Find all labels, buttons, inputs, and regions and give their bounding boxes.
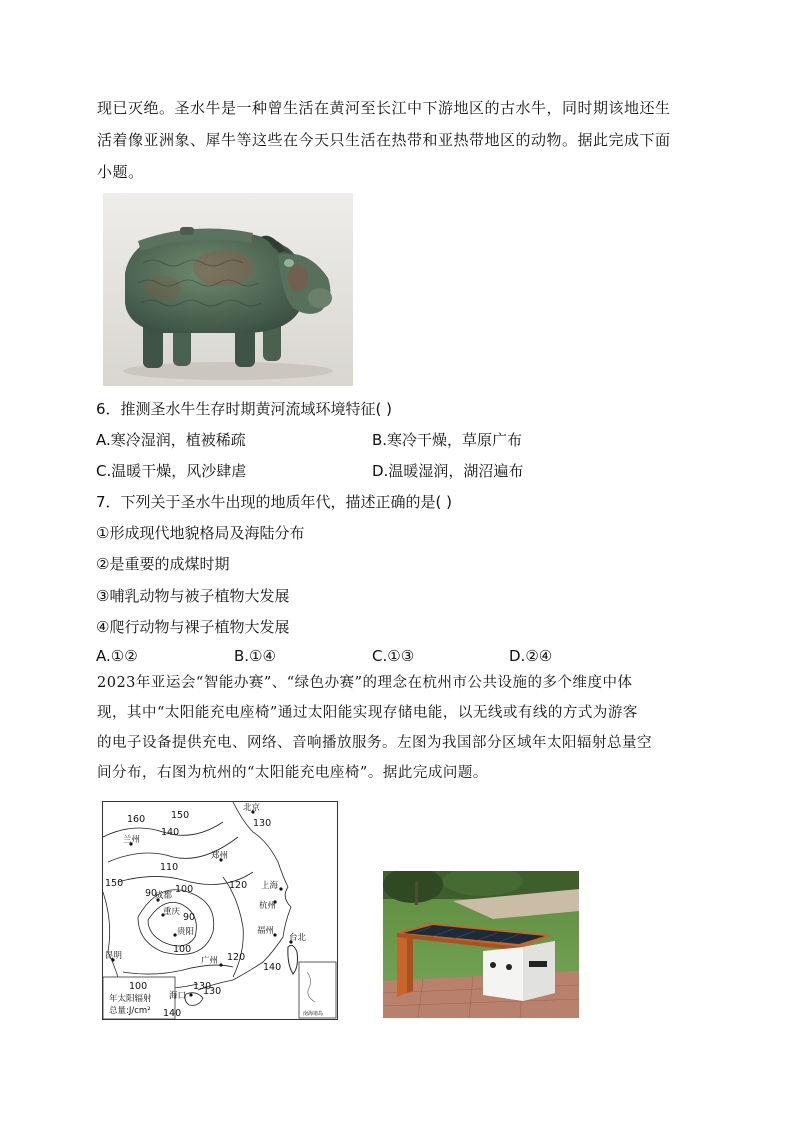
inset-label: 南海诸岛 [303, 1011, 324, 1017]
solar-bench-photo [383, 871, 579, 1018]
city-label: 兰州 [123, 835, 141, 845]
q7-statement-1: ①形成现代地貌格局及海陆分布 [96, 524, 305, 542]
isoline-label: 140 [163, 1008, 182, 1019]
q6-option-a[interactable]: A.寒冷湿润，植被稀疏 [96, 431, 246, 449]
legend-text-1: 年太阳辐射 [109, 994, 152, 1004]
city-label: 广州 [201, 956, 219, 966]
legend-text-2: 总量:J/cm² [109, 1006, 151, 1016]
passage-2-line: 间分布，右图为杭州的“太阳能充电座椅”。据此完成问题。 [97, 765, 488, 781]
isoline-label: 130 [193, 981, 212, 992]
q7-statement-2: ②是重要的成煤时期 [96, 555, 230, 573]
passage-2-line: 现，其中“太阳能充电座椅”通过太阳能实现存储电能，以无线或有线的方式为游客 [97, 705, 638, 721]
passage-2 [97, 668, 697, 788]
isoline-label: 130 [203, 986, 222, 997]
q7-statement-3: ③哺乳动物与被子植物大发展 [96, 587, 290, 605]
q7-option-c[interactable]: C.①③ [372, 647, 415, 665]
isoline-label: 110 [160, 862, 179, 873]
isoline-label: 140 [161, 827, 180, 838]
isoline-label: 90 [145, 888, 158, 899]
bronze-buffalo-photo [103, 193, 353, 386]
passage-2-line: 的电子设备提供充电、网络、音响播放服务。左图为我国部分区域年太阳辐射总量空 [97, 735, 652, 751]
passage-1-line: 现已灭绝。圣水牛是一种曾生活在黄河至长江中下游地区的古水牛，同时期该地还生 [97, 99, 671, 117]
solar-radiation-map [102, 801, 338, 1020]
q7-option-d[interactable]: D.②④ [509, 647, 553, 665]
isoline-label: 160 [127, 814, 146, 825]
city-label: 昆明 [105, 951, 123, 961]
city-label: 杭州 [259, 901, 277, 911]
isoline-label: 100 [173, 944, 192, 955]
isoline-label: 150 [171, 810, 190, 821]
q6-stem: 6．推测圣水牛生存时期黄河流域环境特征( ) [96, 400, 393, 418]
city-label: 成都 [155, 891, 173, 901]
passage-1-line: 活着像亚洲象、犀牛等这些在今天只生活在热带和亚热带地区的动物。据此完成下面 [97, 131, 671, 149]
q7-stem: 7．下列关于圣水牛出现的地质年代，描述正确的是( ) [96, 493, 453, 511]
passage-1-line: 小题。 [97, 163, 144, 181]
q7-option-a[interactable]: A.①② [96, 647, 138, 665]
city-label: 台北 [289, 933, 307, 943]
isoline-label: 100 [175, 884, 194, 895]
city-label: 上海 [261, 881, 279, 891]
q7-option-b[interactable]: B.①④ [234, 647, 276, 665]
passage-1 [97, 92, 697, 188]
q7-statement-4: ④爬行动物与裸子植物大发展 [96, 618, 290, 636]
isoline-label: 90 [183, 912, 196, 923]
isoline-label: 120 [229, 880, 248, 891]
city-label: 贵阳 [177, 927, 195, 937]
city-label: 福州 [257, 926, 275, 936]
q6-option-b[interactable]: B.寒冷干燥，草原广布 [372, 431, 523, 449]
q6-option-d[interactable]: D.温暖湿润，湖沼遍布 [372, 462, 524, 480]
city-label: 北京 [243, 803, 261, 813]
city-label: 海口 [169, 991, 187, 1001]
q6-option-c[interactable]: C.温暖干燥，风沙肆虐 [96, 462, 247, 480]
legend-value: 100 [129, 981, 148, 992]
city-label: 重庆 [163, 907, 181, 917]
isoline-label: 140 [263, 962, 282, 973]
isoline-label: 150 [105, 878, 124, 889]
isoline-label: 130 [253, 818, 272, 829]
city-label: 郑州 [211, 851, 229, 861]
passage-2-line: 2023年亚运会“智能办赛”、“绿色办赛”的理念在杭州市公共设施的多个维度中体 [97, 675, 633, 691]
isoline-label: 120 [227, 952, 246, 963]
